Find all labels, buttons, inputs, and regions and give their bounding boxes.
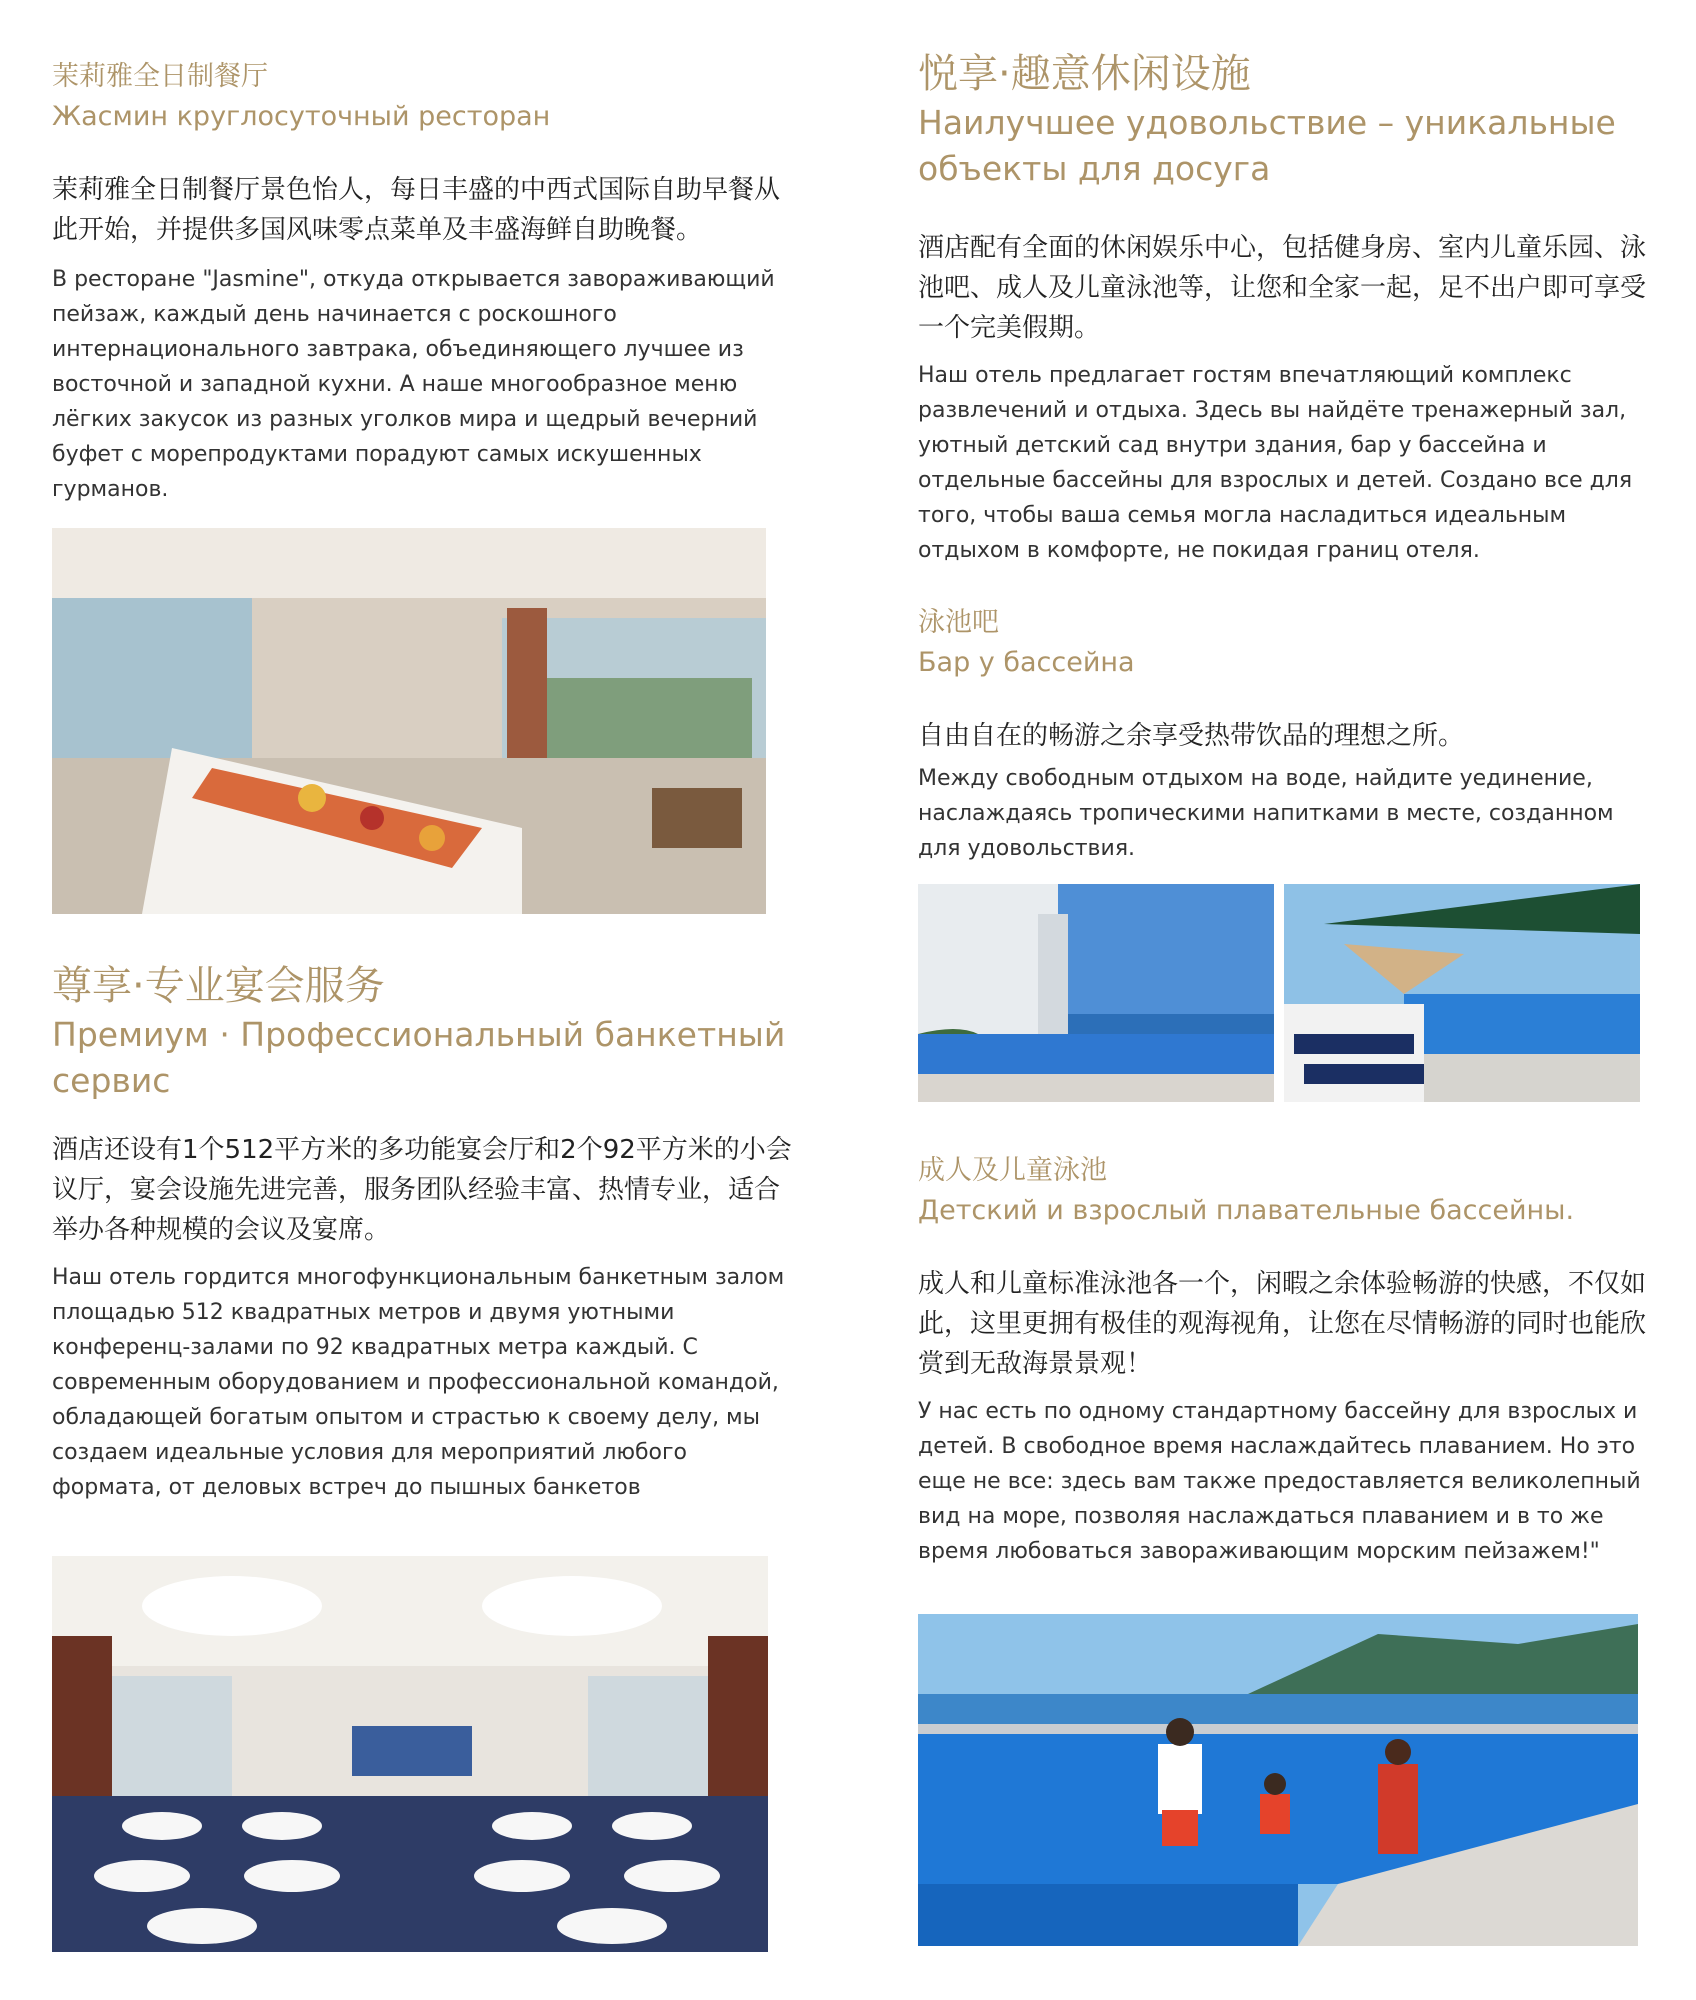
- banquet-hall-photo: [52, 1556, 768, 1952]
- banquet-title-cn: 尊享·专业宴会服务: [52, 963, 385, 1009]
- banquet-title-ru: Премиум · Профессиональный банкетный сервис: [52, 1015, 786, 1100]
- poolbar-photo-1: [918, 884, 1274, 1102]
- poolbar-body-ru: Между свободным отдыхом на воде, найдите уединение, наслаждаясь тропическими напитками в месте, созданном для удовольствия.: [918, 766, 1614, 861]
- restaurant-body-ru: В ресторане "Jasmine", откуда открывается завораживающий пейзаж, каждый день начинается с роскошного интернационального завтрака, объединяющего лучшее из восточной и западной кухни. А наше многообразное меню лёгких закусок из разных уголков мира и щедрый вечерний буфет с морепродуктами порадуют самых искушенных гурманов.: [52, 267, 775, 502]
- poolbar-title-cn: 泳池吧: [918, 607, 999, 638]
- leisure-title-cn: 悦享·趣意休闲设施: [918, 51, 1251, 97]
- leisure-title-ru: Наилучшее удовольствие – уникальные объекты для досуга: [918, 103, 1616, 188]
- restaurant-title-ru: Жасмин круглосуточный ресторан: [52, 101, 551, 132]
- pools-body-ru: У нас есть по одному стандартному бассейну для взрослых и детей. В свободное время наслаждайтесь плаванием. Но это еще не все: здесь вам также предоставляется великолепный вид на море, позволяя наслаждаться плаванием и в то же время любоваться завораживающим морским пейзажем!": [918, 1399, 1641, 1564]
- pools-body-cn: 成人和儿童标准泳池各一个，闲暇之余体验畅游的快感，不仅如此，这里更拥有极佳的观海视角，让您在尽情畅游的同时也能欣赏到无敌海景景观！: [918, 1269, 1647, 1379]
- leisure-body-cn: 酒店配有全面的休闲娱乐中心，包括健身房、室内儿童乐园、泳池吧、成人及儿童泳池等，让您和全家一起，足不出户即可享受一个完美假期。: [918, 233, 1647, 343]
- banquet-body-ru: Наш отель гордится многофункциональным банкетным залом площадью 512 квадратных метров и двумя уютными конференц-залами по 92 квадратных метра каждый. С современным оборудованием и профессиональной командой, обладающей богатым опытом и страстью к своему делу, мы создаем идеальные условия для мероприятий любого формата, от деловых встреч до пышных банкетов: [52, 1265, 785, 1500]
- pools-title-cn: 成人及儿童泳池: [918, 1155, 1107, 1186]
- poolbar-title-ru: Бар у бассейна: [918, 647, 1135, 678]
- restaurant-title-cn: 茉莉雅全日制餐厅: [52, 61, 268, 92]
- poolbar-body-cn: 自由自在的畅游之余享受热带饮品的理想之所。: [918, 721, 1465, 751]
- restaurant-buffet-photo: [52, 528, 766, 914]
- restaurant-body-cn: 茉莉雅全日制餐厅景色怡人，每日丰盛的中西式国际自助早餐从此开始，并提供多国风味零点菜单及丰盛海鲜自助晚餐。: [52, 175, 781, 245]
- leisure-body-ru: Наш отель предлагает гостям впечатляющий комплекс развлечений и отдыха. Здесь вы найдёте тренажерный зал, уютный детский сад внутри здания, бар у бассейна и отдельные бассейны для взрослых и детей. Создано все для того, чтобы ваша семья могла насладиться идеальным отдыхом в комфорте, не покидая границ отеля.: [918, 363, 1633, 563]
- pools-title-ru: Детский и взрослый плавательные бассейны.: [918, 1195, 1575, 1226]
- family-pool-photo: [918, 1614, 1638, 1946]
- banquet-body-cn: 酒店还设有1个512平方米的多功能宴会厅和2个92平方米的小会议厅，宴会设施先进完善，服务团队经验丰富、热情专业，适合举办各种规模的会议及宴席。: [52, 1135, 792, 1245]
- poolbar-photo-2: [1284, 884, 1640, 1102]
